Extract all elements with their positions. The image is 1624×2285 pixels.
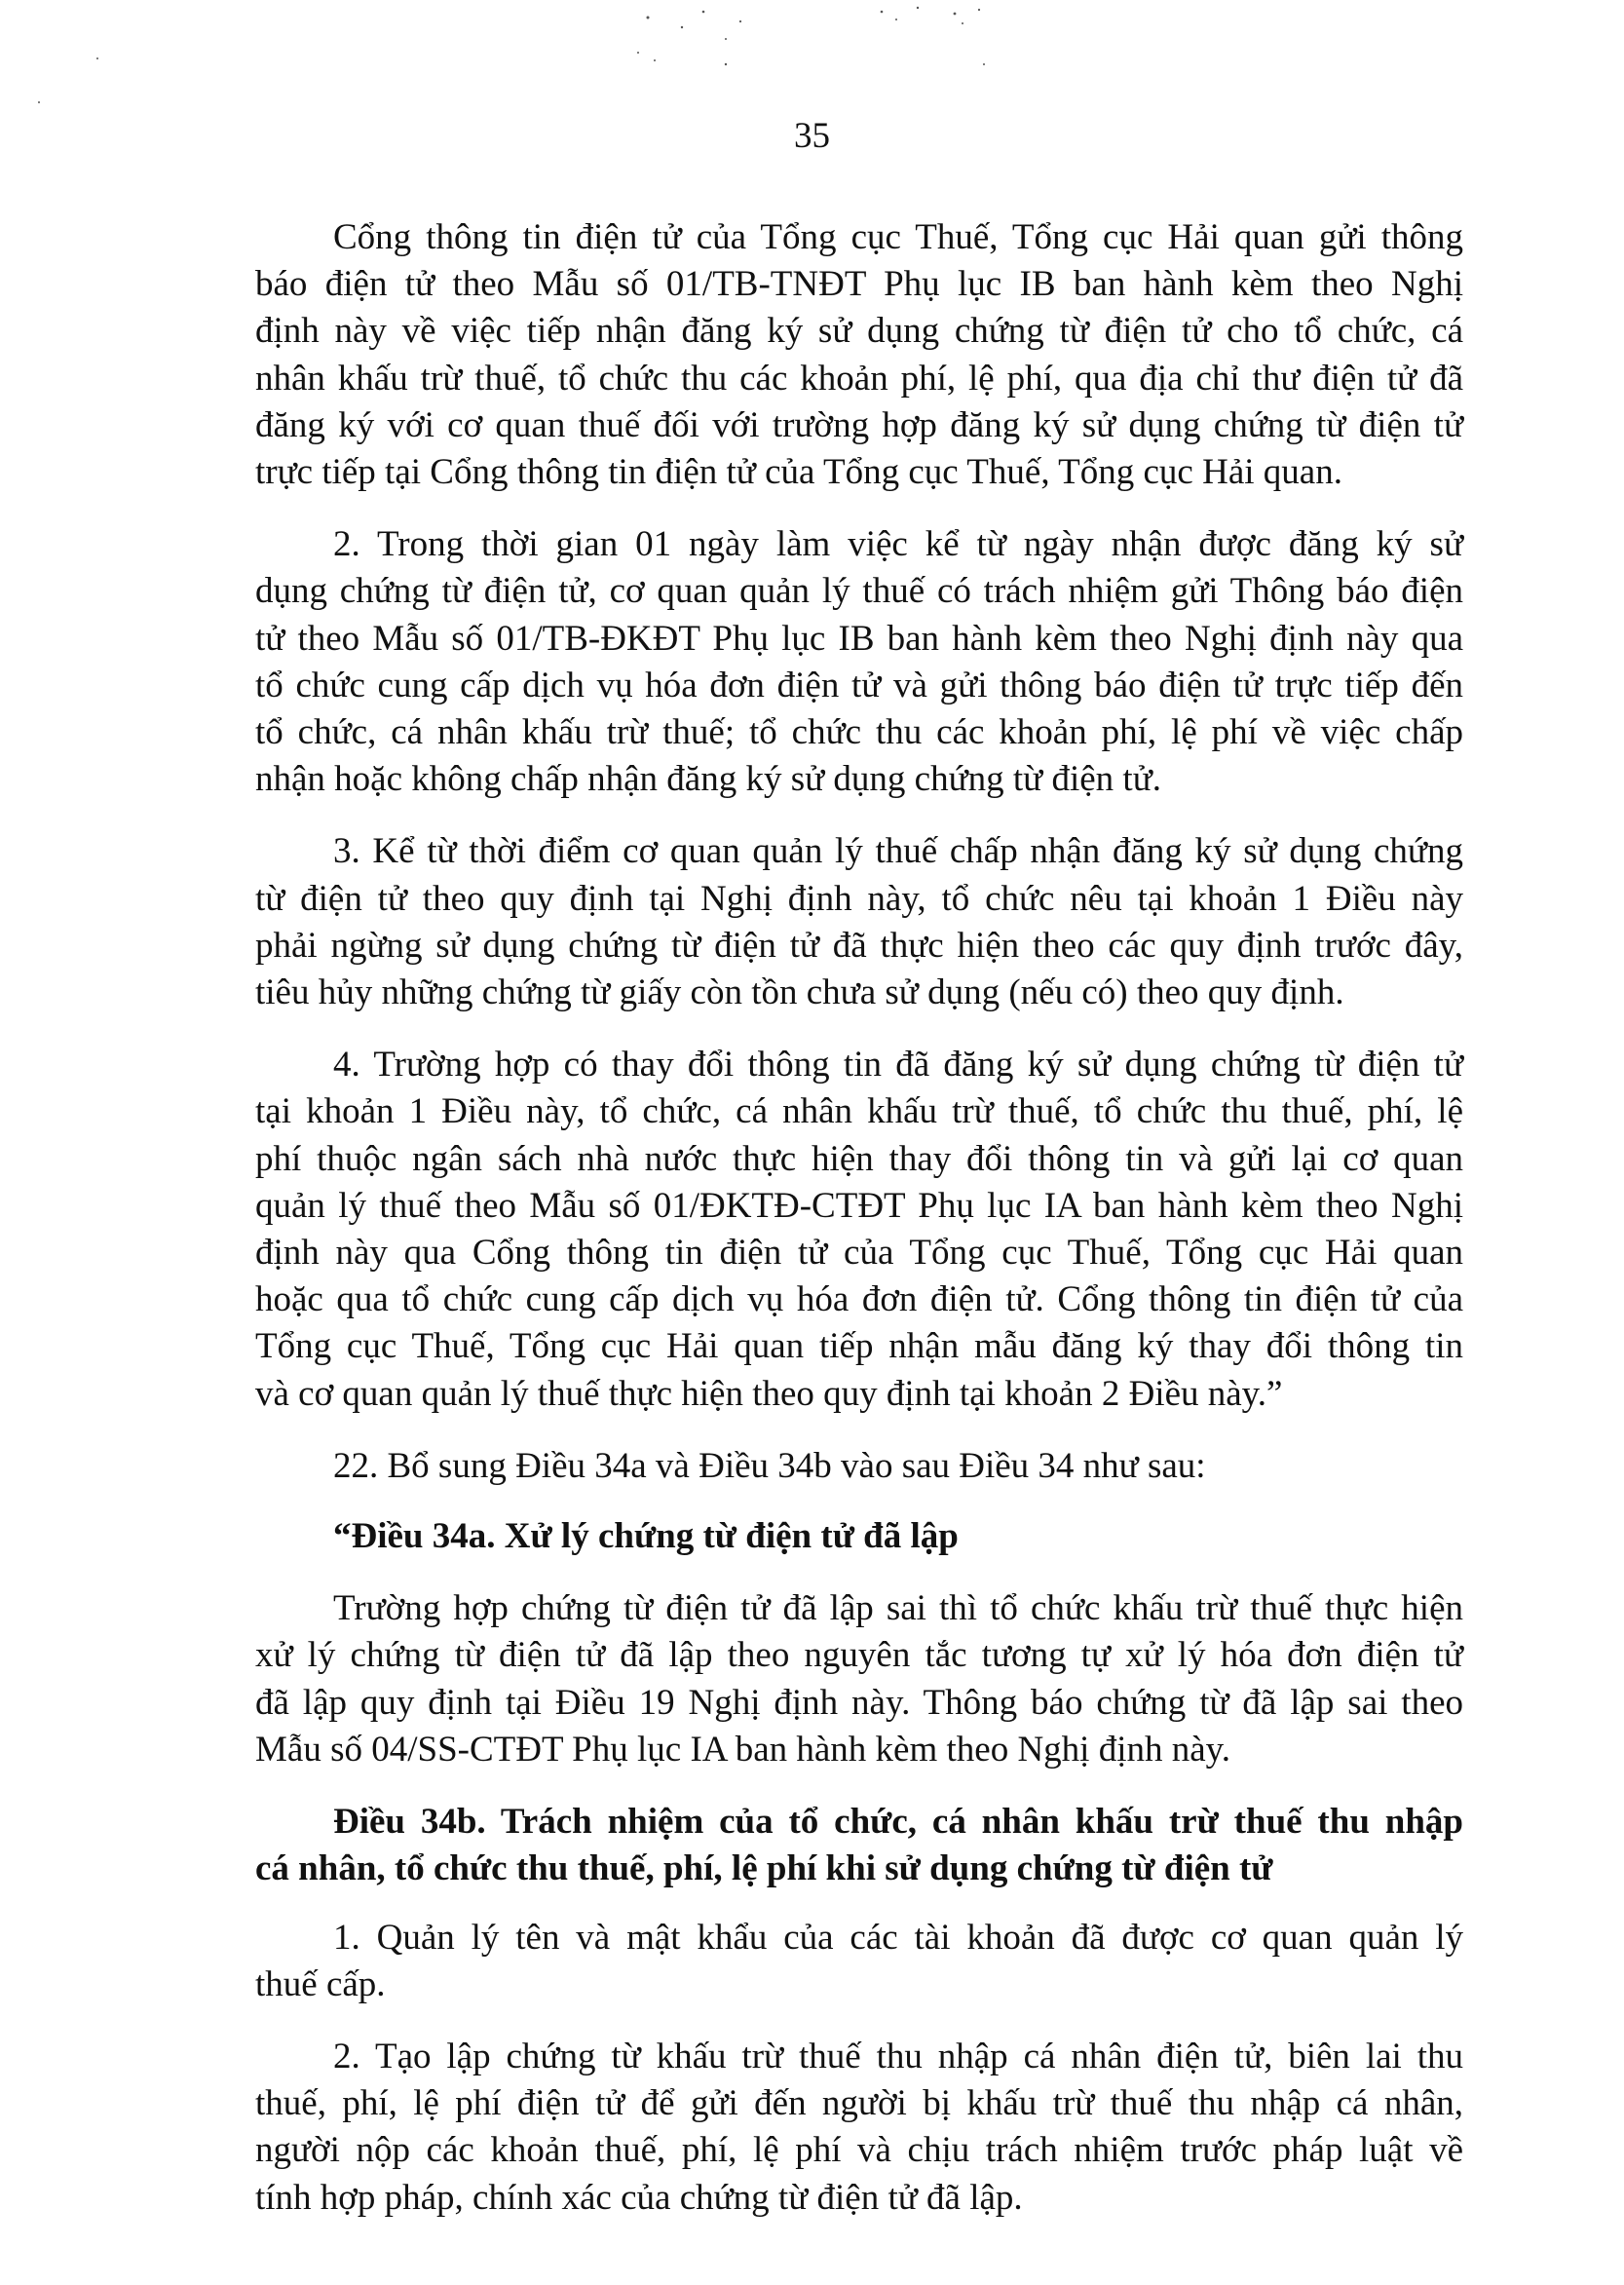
paragraph xyxy=(255,1915,1463,2008)
text-line: hoặc qua tổ chức cung cấp dịch vụ hóa đơn điện tử. Cổng thông tin điện tử của xyxy=(255,1279,1463,1320)
text-line: phải ngừng sử dụng chứng từ điện tử đã thực hiện theo các quy định trước đây, xyxy=(255,925,1463,966)
text-line: cá nhân, tổ chức thu thuế, phí, lệ phí khi sử dụng chứng từ điện tử xyxy=(255,1848,1273,1889)
text-line: tổ chức, cá nhân khấu trừ thuế; tổ chức thu các khoản phí, lệ phí về việc chấp xyxy=(255,712,1463,753)
text-line: tổ chức cung cấp dịch vụ hóa đơn điện tử và gửi thông báo điện tử trực tiếp đến xyxy=(255,665,1463,705)
article-heading xyxy=(255,1513,1463,1560)
text-line: thuế cấp. xyxy=(255,1963,386,2004)
text-line: 1. Quản lý tên và mật khẩu của các tài khoản đã được cơ quan quản lý xyxy=(333,1917,1463,1958)
text-line: phí thuộc ngân sách nhà nước thực hiện thay đổi thông tin và gửi lại cơ quan xyxy=(255,1138,1463,1179)
document-body xyxy=(255,214,1463,2222)
text-line: xử lý chứng từ điện tử đã lập theo nguyên tắc tương tự xử lý hóa đơn điện tử xyxy=(255,1635,1463,1676)
paragraph xyxy=(255,214,1463,496)
paragraph xyxy=(255,1585,1463,1773)
text-line: Trường hợp chứng từ điện tử đã lập sai thì tổ chức khấu trừ thuế thực hiện xyxy=(333,1588,1463,1629)
text-line: và cơ quan quản lý thuế thực hiện theo quy định tại khoản 2 Điều này.” xyxy=(255,1373,1283,1414)
text-line: từ điện tử theo quy định tại Nghị định này, tổ chức nêu tại khoản 1 Điều này xyxy=(255,878,1463,919)
text-line: Cổng thông tin điện tử của Tổng cục Thuế, Tổng cục Hải quan gửi thông xyxy=(333,217,1463,257)
text-line: quản lý thuế theo Mẫu số 01/ĐKTĐ-CTĐT Phụ lục IA ban hành kèm theo Nghị xyxy=(255,1185,1463,1226)
text-line: đăng ký với cơ quan thuế đối với trường hợp đăng ký sử dụng chứng từ điện tử xyxy=(255,404,1463,445)
text-line: 2. Tạo lập chứng từ khấu trừ thuế thu nhập cá nhân điện tử, biên lai thu xyxy=(333,2036,1463,2076)
text-line: 4. Trường hợp có thay đổi thông tin đã đăng ký sử dụng chứng từ điện tử xyxy=(333,1045,1463,1085)
text-line: dụng chứng từ điện tử, cơ quan quản lý thuế có trách nhiệm gửi Thông báo điện xyxy=(255,571,1463,612)
text-line: Tổng cục Thuế, Tổng cục Hải quan tiếp nhận mẫu đăng ký thay đổi thông tin xyxy=(255,1326,1463,1367)
scan-specks-decoration xyxy=(0,0,1624,127)
text-line: Mẫu số 04/SS-CTĐT Phụ lục IA ban hành kèm theo Nghị định này. xyxy=(255,1729,1230,1770)
paragraph xyxy=(255,1443,1463,1490)
paragraph xyxy=(255,521,1463,803)
text-line: tính hợp pháp, chính xác của chứng từ điện tử đã lập. xyxy=(255,2177,1023,2218)
text-line: tại khoản 1 Điều này, tổ chức, cá nhân khấu trừ thuế, tổ chức thu thuế, phí, lệ xyxy=(255,1091,1463,1132)
page-number: 35 xyxy=(794,116,830,156)
text-line: trực tiếp tại Cổng thông tin điện tử của Tổng cục Thuế, Tổng cục Hải quan. xyxy=(255,452,1342,493)
paragraph xyxy=(255,1042,1463,1418)
text-line: 3. Kể từ thời điểm cơ quan quản lý thuế chấp nhận đăng ký sử dụng chứng xyxy=(333,831,1463,872)
text-line: “Điều 34a. Xử lý chứng từ điện tử đã lập xyxy=(333,1516,959,1557)
text-line: 2. Trong thời gian 01 ngày làm việc kể từ ngày nhận được đăng ký sử xyxy=(333,524,1463,565)
paragraph xyxy=(255,2034,1463,2222)
paragraph xyxy=(255,828,1463,1016)
text-line: nhân khấu trừ thuế, tổ chức thu các khoản phí, lệ phí, qua địa chỉ thư điện tử đã xyxy=(255,358,1463,399)
text-line: người nộp các khoản thuế, phí, lệ phí và chịu trách nhiệm trước pháp luật về xyxy=(255,2130,1463,2171)
text-line: Điều 34b. Trách nhiệm của tổ chức, cá nhân khấu trừ thuế thu nhập xyxy=(333,1802,1463,1843)
text-line: 22. Bổ sung Điều 34a và Điều 34b vào sau Điều 34 như sau: xyxy=(333,1445,1206,1486)
article-heading xyxy=(255,1799,1463,1892)
text-line: báo điện tử theo Mẫu số 01/TB-TNĐT Phụ lục IB ban hành kèm theo Nghị xyxy=(255,264,1463,305)
text-line: nhận hoặc không chấp nhận đăng ký sử dụng chứng từ điện tử. xyxy=(255,759,1162,800)
text-line: tiêu hủy những chứng từ giấy còn tồn chưa sử dụng (nếu có) theo quy định. xyxy=(255,972,1344,1013)
text-line: đã lập quy định tại Điều 19 Nghị định này. Thông báo chứng từ đã lập sai theo xyxy=(255,1682,1463,1723)
text-line: định này qua Cổng thông tin điện tử của Tổng cục Thuế, Tổng cục Hải quan xyxy=(255,1233,1463,1274)
text-line: tử theo Mẫu số 01/TB-ĐKĐT Phụ lục IB ban hành kèm theo Nghị định này qua xyxy=(255,618,1463,659)
text-line: định này về việc tiếp nhận đăng ký sử dụng chứng từ điện tử cho tổ chức, cá xyxy=(255,311,1463,352)
text-line: thuế, phí, lệ phí điện tử để gửi đến người bị khấu trừ thuế thu nhập cá nhân, xyxy=(255,2083,1463,2124)
